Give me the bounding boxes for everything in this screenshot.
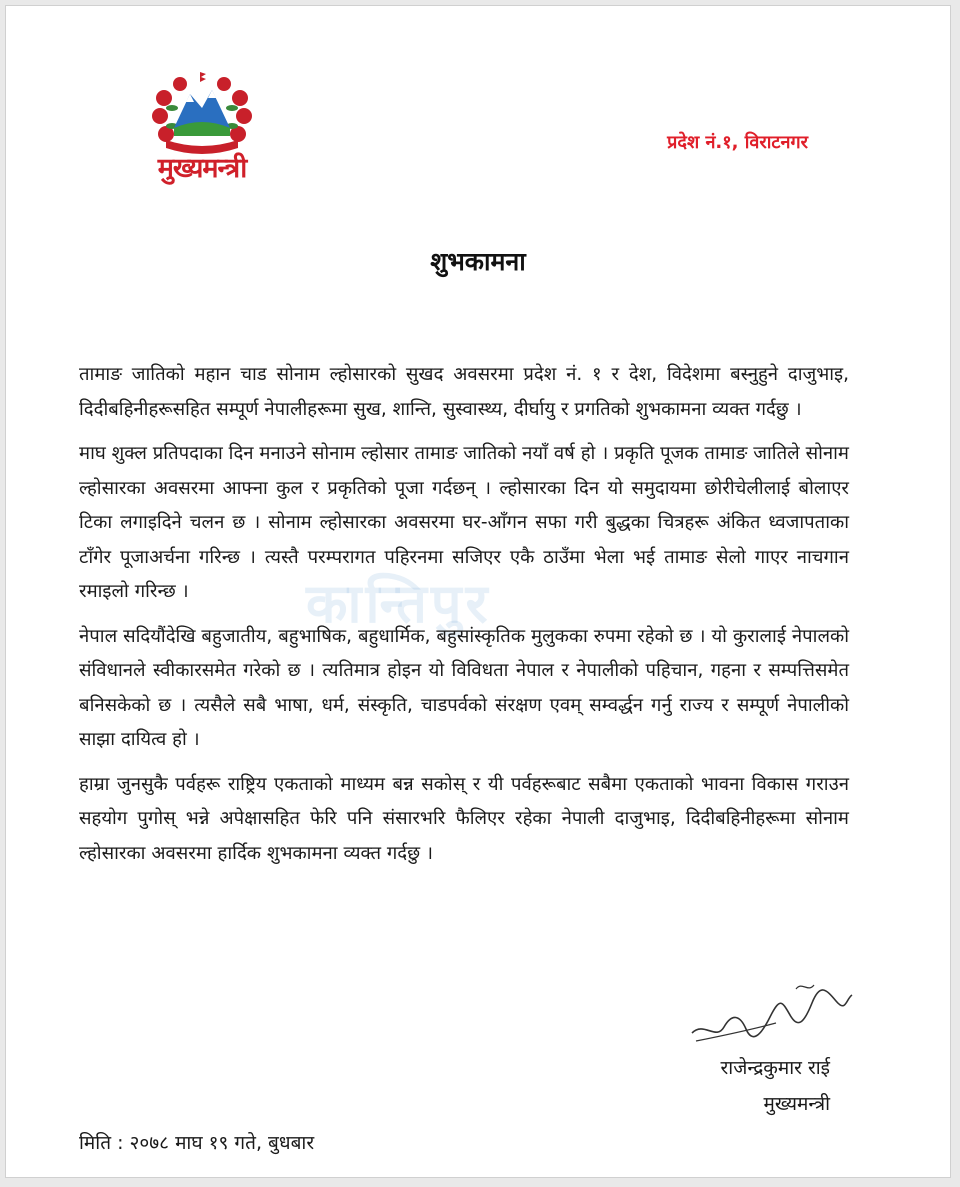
paragraph-1: तामाङ जातिको महान चाड सोनाम ल्होसारको सुखद अवसरमा प्रदेश नं. १ र देश, विदेशमा बस्नुहुने दाजुभाइ, दिदीबहिनीहरूसहित सम्पूर्ण नेपालीहरूमा सुख, शान्ति, सुस्वास्थ्य, दीर्घायु र प्रगतिको शुभकामना व्यक्त गर्दछु ।	[79, 364, 849, 420]
date-line: मिति : २०७८ माघ १९ गते, बुधबार	[79, 1132, 315, 1154]
handwritten-signature	[686, 971, 856, 1051]
office-title-logo-text: मुख्यमन्त्री	[157, 153, 247, 184]
letter-page	[5, 5, 951, 1178]
document-heading: शुभकामना	[430, 247, 526, 276]
signer-title: मुख्यमन्त्री	[763, 1093, 830, 1115]
signer-name: राजेन्द्रकुमार राई	[720, 1057, 830, 1079]
province-location: प्रदेश नं.१, विराटनगर	[667, 132, 808, 153]
paragraph-3: नेपाल सदियौंदेखि बहुजातीय, बहुभाषिक, बहुधार्मिक, बहुसांस्कृतिक मुलुकका रुपमा रहेको छ । यो कुरालाई नेपालको संविधानले स्वीकारसमेत गरेको छ । त्यतिमात्र होइन यो विविधता नेपाल र नेपालीको पहिचान, गहना र सम्पत्तिसमेत बनिसकेको छ । त्यसैले सबै भाषा, धर्म, संस्कृति, चाडपर्वको संरक्षण एवम् सम्वर्द्धन गर्नु राज्य र सम्पूर्ण नेपालीको साझा दायित्व हो ।	[79, 625, 849, 750]
paragraph-2: माघ शुक्ल प्रतिपदाका दिन मनाउने सोनाम ल्होसार तामाङ जातिको नयाँ वर्ष हो । प्रकृति पूजक तामाङ जातिले सोनाम ल्होसारका अवसरमा आफ्ना कुल र प्रकृतिको पूजा गर्दछन् । ल्होसारका दिन यो समुदायमा छोरीचेलीलाई बोलाएर टिका लगाइदिने चलन छ । सोनाम ल्होसारका अवसरमा घर-आँगन सफा गरी बुद्धका चित्रहरू अंकित ध्वजापताका टाँगेर पूजाअर्चना गरिन्छ । त्यस्तै परम्परागत पहिरनमा सजिएर एकै ठाउँमा भेला भई तामाङ सेलो गाएर नाचगान रमाइलो गरिन्छ ।	[79, 443, 849, 602]
watermark: कान्तिपुर	[306, 572, 492, 635]
letter-body	[79, 358, 849, 881]
paragraph-4: हाम्रा जुनसुकै पर्वहरू राष्ट्रिय एकताको माध्यम बन्न सकोस् र यी पर्वहरूबाट सबैमा एकताको भावना विकास गराउन सहयोग पुगोस् भन्ने अपेक्षासहित फेरि पनि संसारभरि फैलिएर रहेका नेपाली दाजुभाइ, दिदीबहिनीहरूमा सोनाम ल्होसारका अवसरमा हार्दिक शुभकामना व्यक्त गर्दछु ।	[79, 773, 849, 864]
nepal-emblem-logo	[146, 68, 258, 158]
